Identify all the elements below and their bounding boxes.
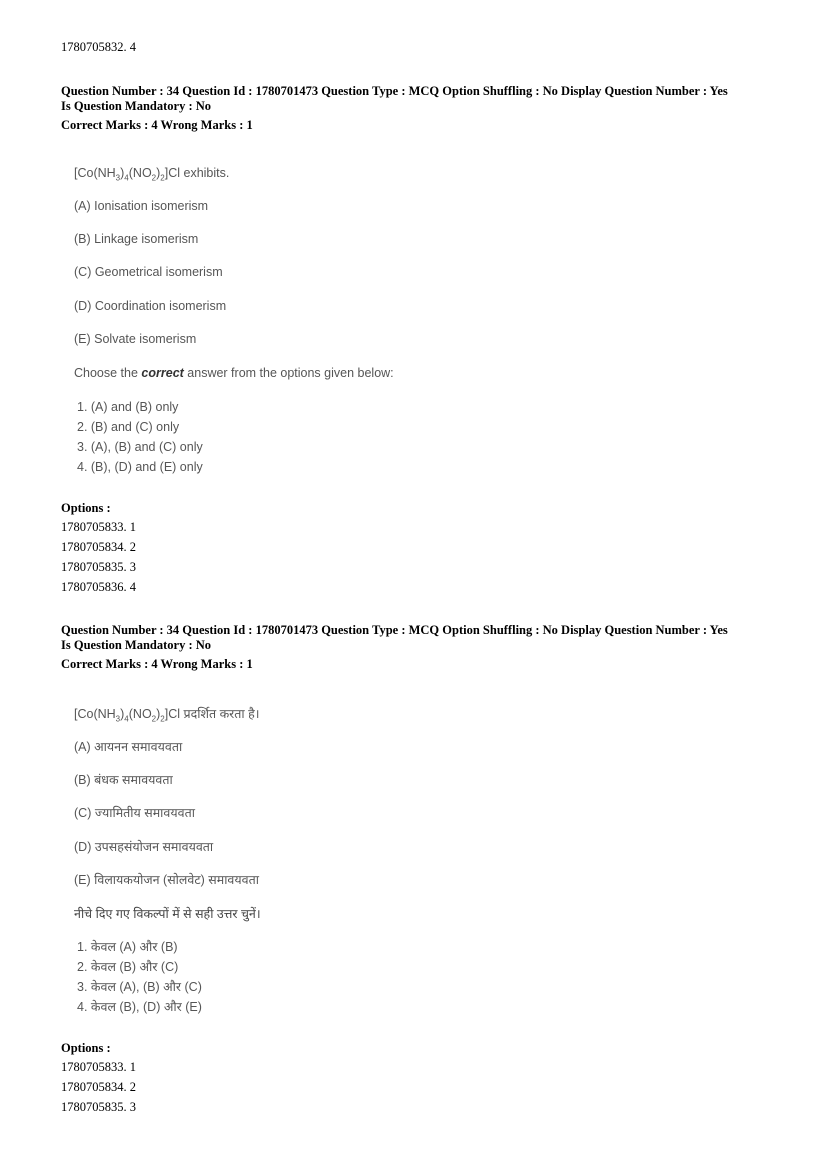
option-line: 1780705832. 4 (61, 40, 136, 54)
instruction-text: Choose the correct answer from the options given below: (74, 366, 394, 380)
question-stem: $[Co(NH_3)_4(NO_2)_2]Cl$ exhibits. (74, 166, 230, 183)
question-marks-line: Correct Marks : 4 Wrong Marks : 1 (61, 657, 253, 671)
question-meta-line: Question Number : 34 Question Id : 1780701473 Question Type : MCQ Option Shuffling : No Display Question Number : Yes (61, 623, 728, 637)
option-line: 1780705835. 3 (61, 560, 136, 574)
instruction-text: नीचे दिए गए विकल्पों में से सही उत्तर चुनें। (74, 907, 261, 921)
option-line: 1780705834. 2 (61, 540, 136, 554)
statement-d: (D) उपसहसंयोजन समावयवता (74, 840, 214, 854)
question-meta-line: Question Number : 34 Question Id : 1780701473 Question Type : MCQ Option Shuffling : No Display Question Number : Yes (61, 84, 728, 98)
option-line: 1780705835. 3 (61, 1100, 136, 1114)
question-mandatory-line: Is Question Mandatory : No (61, 99, 212, 113)
statement-e: (E) विलायकयोजन (सोलवेट) समावयवता (74, 873, 259, 887)
statement-d: (D) Coordination isomerism (74, 299, 227, 313)
answer-choice-1: 1. केवल (A) और (B) (77, 940, 178, 954)
answer-choice-3: 3. (A), (B) and (C) only (77, 440, 203, 454)
statement-b: (B) बंधक समावयवता (74, 773, 173, 787)
answer-choice-3: 3. केवल (A), (B) और (C) (77, 980, 202, 994)
answer-choice-2: 2. (B) and (C) only (77, 420, 180, 434)
statement-b: (B) Linkage isomerism (74, 232, 199, 246)
statement-c: (C) ज्यामितीय समावयवता (74, 806, 195, 820)
option-line: 1780705834. 2 (61, 1080, 136, 1094)
question-marks-line: Correct Marks : 4 Wrong Marks : 1 (61, 118, 253, 132)
question-stem: $[Co(NH_3)_4(NO_2)_2]Cl$ प्रदर्शित करता है। (74, 707, 260, 724)
option-line: 1780705833. 1 (61, 520, 136, 534)
answer-choice-4: 4. केवल (B), (D) और (E) (77, 1000, 202, 1014)
statement-e: (E) Solvate isomerism (74, 332, 197, 346)
answer-choice-1: 1. (A) and (B) only (77, 400, 179, 414)
options-label: Options : (61, 1041, 111, 1055)
question-mandatory-line: Is Question Mandatory : No (61, 638, 212, 652)
statement-c: (C) Geometrical isomerism (74, 265, 223, 279)
statement-a: (A) Ionisation isomerism (74, 199, 209, 213)
options-label: Options : (61, 501, 111, 515)
answer-choice-4: 4. (B), (D) and (E) only (77, 460, 203, 474)
answer-choice-2: 2. केवल (B) और (C) (77, 960, 179, 974)
option-line: 1780705833. 1 (61, 1060, 136, 1074)
statement-a: (A) आयनन समावयवता (74, 740, 183, 754)
option-line: 1780705836. 4 (61, 580, 136, 594)
